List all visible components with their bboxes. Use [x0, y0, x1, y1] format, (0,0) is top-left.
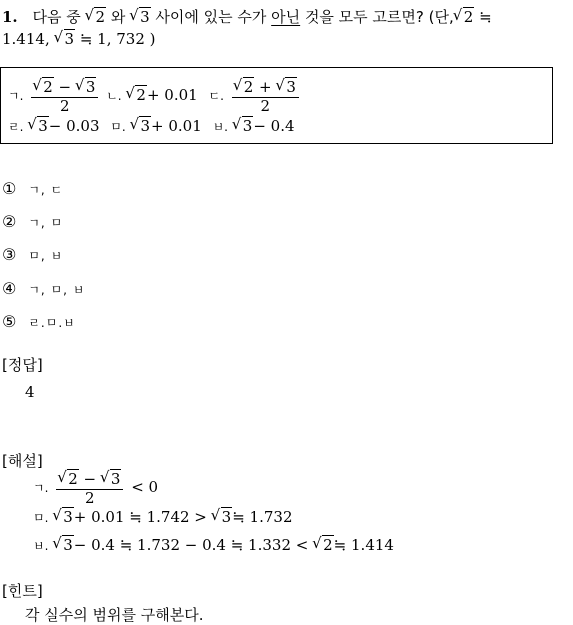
expr: − 0.4 ≒ 1.732 − 0.4 ≒ 1.332 <: [73, 536, 309, 554]
expr: + 0.01 ≒ 1.742 >: [73, 508, 207, 526]
item-label: ㄷ.: [208, 89, 224, 103]
sqrt3: √ 3: [53, 536, 74, 554]
fraction: √ $\frac{2 - √ 3}{2}$: [56, 470, 123, 506]
explanation-line-1: [33, 470, 158, 506]
option-5[interactable]: [2, 312, 76, 331]
expr: + 0.01: [151, 117, 202, 135]
sqrt3: √ 3: [130, 117, 151, 135]
item-label: ㄹ.: [8, 120, 24, 134]
option-text: ㅁ, ㅂ: [28, 249, 64, 263]
expr: − 0.4: [253, 117, 295, 135]
question-text: 것을 모두 고르면? (단,: [304, 8, 454, 26]
approx-sign: ≒: [479, 8, 492, 26]
question-text: 사이에 있는 수가: [155, 8, 267, 26]
sqrt3: √ 3: [28, 117, 49, 135]
expr: ≒ 1.414: [333, 536, 394, 554]
expr: + 0.01: [146, 86, 198, 104]
explanation-label: [해설]: [2, 452, 43, 470]
option-number: ⑤: [2, 312, 17, 331]
option-4[interactable]: [2, 279, 85, 298]
expr: ≒ 1.732: [232, 508, 293, 526]
item-label: ㅁ.: [110, 120, 126, 134]
question-line-2: [2, 30, 156, 48]
answer-value: 4: [25, 383, 35, 401]
option-text: ㄱ, ㅁ: [28, 216, 64, 230]
question-text: 와: [110, 8, 126, 26]
hint-label: [힌트]: [2, 582, 43, 600]
question-line-1: [2, 6, 492, 27]
sqrt3: √ 3: [233, 117, 254, 135]
item-label: ㄱ.: [8, 89, 24, 103]
question-text: 다음 중: [32, 8, 81, 26]
box-row-2: [8, 117, 295, 135]
option-number: ④: [2, 279, 17, 298]
sqrt3: √ 3: [130, 8, 151, 26]
sqrt3: √ 3: [53, 508, 74, 526]
expr: − 0.03: [48, 117, 100, 135]
sqrt2: √ 2: [454, 8, 475, 26]
sqrt2: √ 2: [313, 536, 334, 554]
item-label: ㅁ.: [33, 511, 49, 525]
approx-value: ≒ 1, 732 ): [79, 30, 156, 48]
fraction: √ $\frac{2 + √ 3}{2}$: [232, 78, 299, 114]
sqrt2: √ 2: [126, 86, 147, 104]
option-number: ①: [2, 179, 17, 198]
fraction: √ $\frac{2 - √ 3}{2}$: [31, 78, 98, 114]
sqrt3: √ 3: [212, 508, 233, 526]
explanation-line-2: [33, 508, 292, 526]
option-1[interactable]: [2, 179, 63, 198]
underlined-word: 아닌: [271, 8, 301, 26]
explanation-line-3: [33, 536, 394, 554]
option-2[interactable]: [2, 212, 63, 231]
option-text: ㄱ, ㄷ: [28, 183, 64, 197]
option-number: ②: [2, 212, 17, 231]
option-text: ㄹ.ㅁ.ㅂ: [28, 316, 76, 330]
sqrt3: √ 3: [55, 30, 76, 48]
item-label: ㄴ.: [106, 89, 122, 103]
hint-text: 각 실수의 범위를 구해본다.: [25, 606, 204, 624]
answer-label: [정답]: [2, 356, 43, 374]
option-number: ③: [2, 245, 17, 264]
item-label: ㄱ.: [33, 481, 49, 495]
sqrt2: √ 2: [85, 8, 106, 26]
option-3[interactable]: [2, 245, 63, 264]
approx-value: 1.414,: [2, 30, 50, 48]
question-number: 1.: [2, 8, 18, 26]
item-label: ㅂ.: [212, 120, 228, 134]
expr: < 0: [131, 478, 159, 496]
option-text: ㄱ, ㅁ, ㅂ: [28, 283, 86, 297]
box-row-1: [8, 78, 302, 114]
item-label: ㅂ.: [33, 539, 49, 553]
